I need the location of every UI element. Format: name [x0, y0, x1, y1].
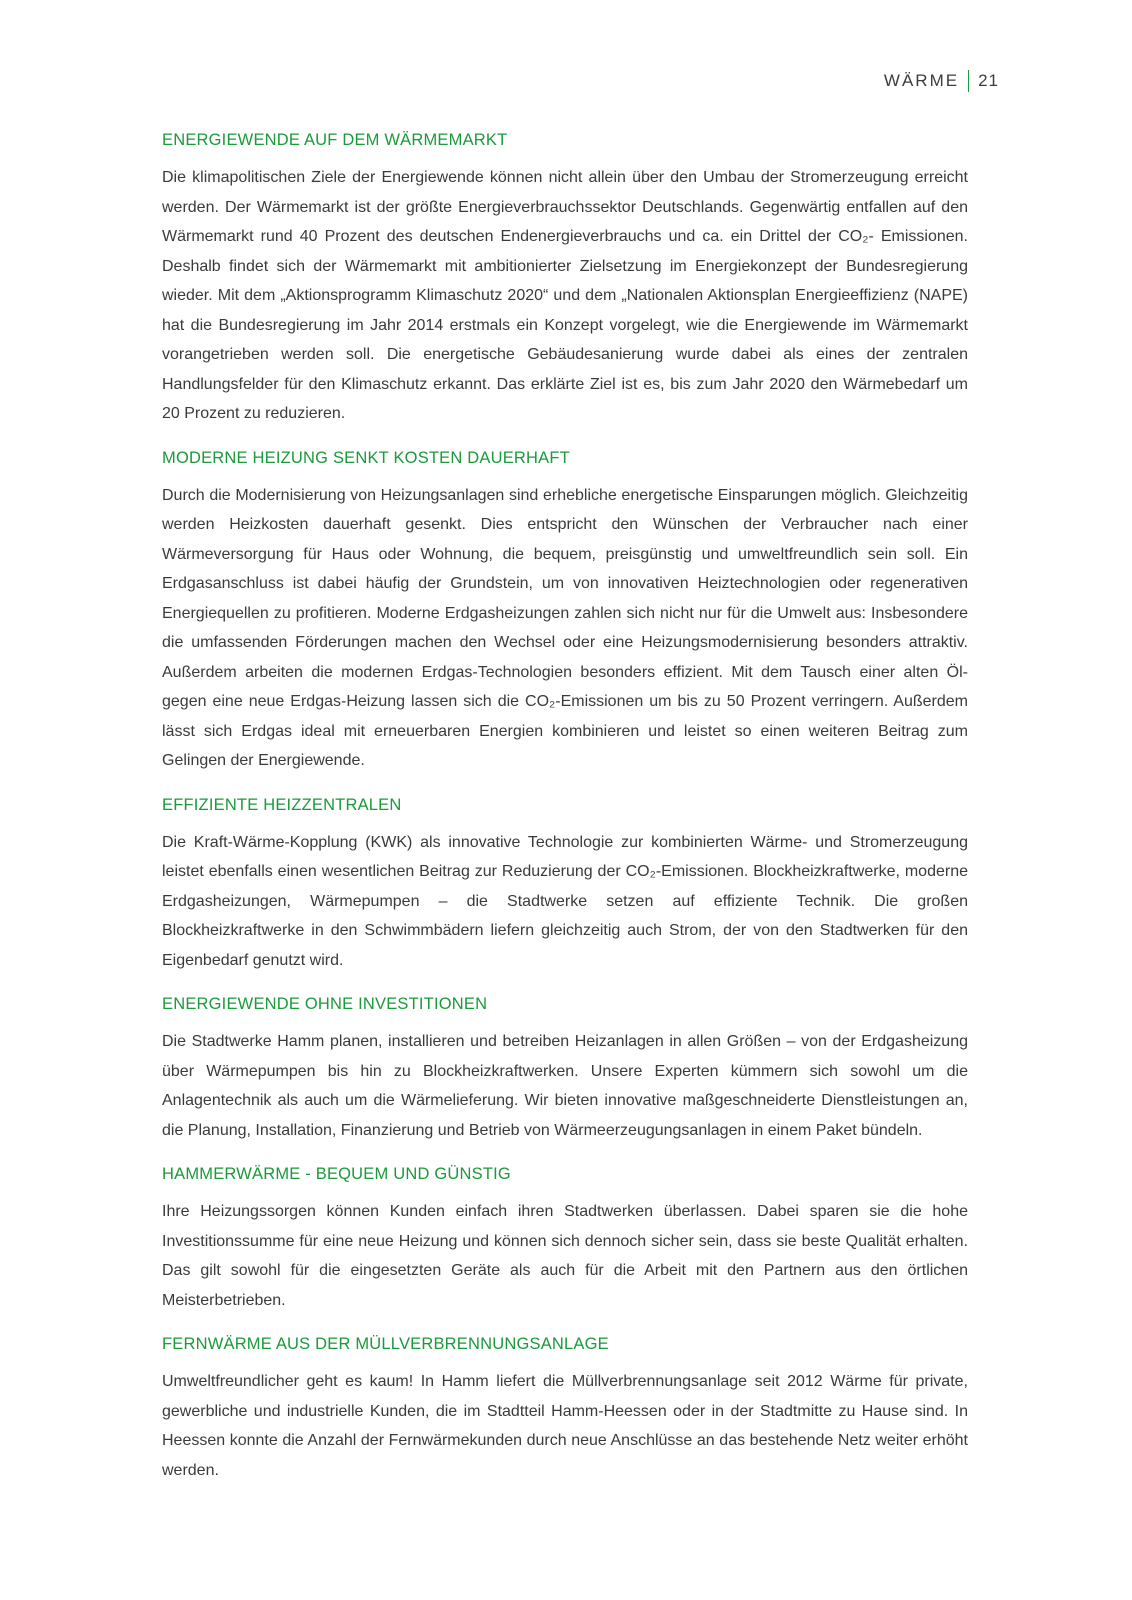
section-paragraph: Die Kraft-Wärme-Kopplung (KWK) als innovative Technologie zur kombinierten Wärme- und Stromerzeugung leistet ebenfalls einen wesentlichen Beitrag zur Reduzierung der CO₂-Emissionen. Blockheizkraftwerke, moderne Erdgasheizungen, Wärmepumpen – die Stadtwerke setzen auf effiziente Technik. Die großen Blockheizkraftwerke in den Schwimmbädern liefern gleichzeitig auch Strom, der von den Stadtwerken für den Eigenbedarf genutzt wird. — [162, 833, 968, 969]
section-heading: FERNWÄRME AUS DER MÜLLVERBRENNUNGSANLAGE — [162, 1335, 609, 1353]
section-heading: ENERGIEWENDE AUF DEM WÄRMEMARKT — [162, 131, 508, 149]
section-paragraph: Umweltfreundlicher geht es kaum! In Hamm liefert die Müllverbrennungsanlage seit 2012 Wärme für private, gewerbliche und industrielle Kunden, die im Stadtteil Hamm-Heessen oder in der Stadtmitte zu Hause sind. In Heessen konnte die Anzahl der Fernwärmekunden durch neue Anschlüsse an das bestehende Netz weiter erhöht werden. — [162, 1373, 968, 1479]
section-moderne-heizung — [162, 449, 968, 776]
section-heading: HAMMERWÄRME - BEQUEM UND GÜNSTIG — [162, 1165, 511, 1183]
section-heading: ENERGIEWENDE OHNE INVESTITIONEN — [162, 995, 488, 1013]
section-paragraph: Die klimapolitischen Ziele der Energiewende können nicht allein über den Umbau der Stromerzeugung erreicht werden. Der Wärmemarkt ist der größte Energieverbrauchssektor Deutschlands. Gegenwärtig entfallen auf den Wärmemarkt rund 40 Prozent des deutschen Endenergieverbrauchs und ca. ein Drittel der CO₂- Emissionen. Deshalb findet sich der Wärmemarkt mit ambitionierter Zielsetzung im Energiekonzept der Bundesregierung wieder. Mit dem „Aktionsprogramm Klimaschutz 2020“ und dem „Nationalen Aktionsplan Energieeffizienz (NAPE) hat die Bundesregierung im Jahr 2014 erstmals ein Konzept vorgelegt, wie die Energiewende im Wärmemarkt vorangetrieben werden soll. Die energetische Gebäudesanierung wurde dabei als eines der zentralen Handlungsfelder für den Klimaschutz erkannt. Das erklärte Ziel ist es, bis zum Jahr 2020 den Wärmebedarf um 20 Prozent zu reduzieren. — [162, 169, 968, 422]
section-energiewende-ohne-investitionen — [162, 995, 968, 1145]
running-header — [884, 70, 999, 92]
section-heading: EFFIZIENTE HEIZZENTRALEN — [162, 795, 402, 814]
section-hammerwaerme — [162, 1165, 968, 1315]
header-divider — [968, 70, 969, 92]
section-heading: MODERNE HEIZUNG SENKT KOSTEN DAUERHAFT — [162, 448, 570, 467]
section-paragraph: Die Stadtwerke Hamm planen, installieren und betreiben Heizanlagen in allen Größen – von der Erdgasheizung über Wärmepumpen bis hin zu Blockheizkraftwerken. Unsere Experten kümmern sich sowohl um die Anlagentechnik als auch um die Wärmelieferung. Wir bieten innovative maßgeschneiderte Dienstleistungen an, die Planung, Installation, Finanzierung und Betrieb von Wärmeerzeugungsanlagen in einem Paket bündeln. — [162, 1033, 968, 1139]
section-fernwaerme — [162, 1335, 968, 1485]
section-paragraph: Ihre Heizungssorgen können Kunden einfach ihren Stadtwerken überlassen. Dabei sparen sie die hohe Investitionssumme für eine neue Heizung und können sich dennoch sicher sein, dass sie beste Qualität erhalten. Das gilt sowohl für die eingesetzten Geräte als auch für die Arbeit mit den Partnern aus den örtlichen Meisterbetrieben. — [162, 1203, 968, 1309]
page-body — [162, 131, 968, 1505]
section-paragraph: Durch die Modernisierung von Heizungsanlagen sind erhebliche energetische Einsparungen möglich. Gleichzeitig werden Heizkosten dauerhaft gesenkt. Dies entspricht den Wünschen der Verbraucher nach einer Wärmeversorgung für Haus oder Wohnung, die bequem, preisgünstig und umweltfreundlich sein soll. Ein Erdgasanschluss ist dabei häufig der Grundstein, um von innovativen Heiztechnologien oder regenerativen Energiequellen zu profitieren. Moderne Erdgasheizungen zahlen sich nicht nur für die Umwelt aus: Insbesondere die umfassenden Förderungen machen den Wechsel oder eine Heizungsmodernisierung besonders attraktiv. Außerdem arbeiten die modernen Erdgas-Technologien besonders effizient. Mit dem Tausch einer alten Öl- gegen eine neue Erdgas-Heizung lassen sich die CO₂-Emissionen um bis zu 50 Prozent verringern. Außerdem lässt sich Erdgas ideal mit erneuerbaren Energien kombinieren und leistet so einen weiteren Beitrag zum Gelingen der Energiewende. — [162, 486, 968, 769]
page-number: 21 — [978, 71, 999, 90]
section-energiewende-waermemarkt — [162, 131, 968, 429]
section-label: WÄRME — [883, 71, 960, 90]
section-effiziente-heizzentralen — [162, 796, 968, 976]
